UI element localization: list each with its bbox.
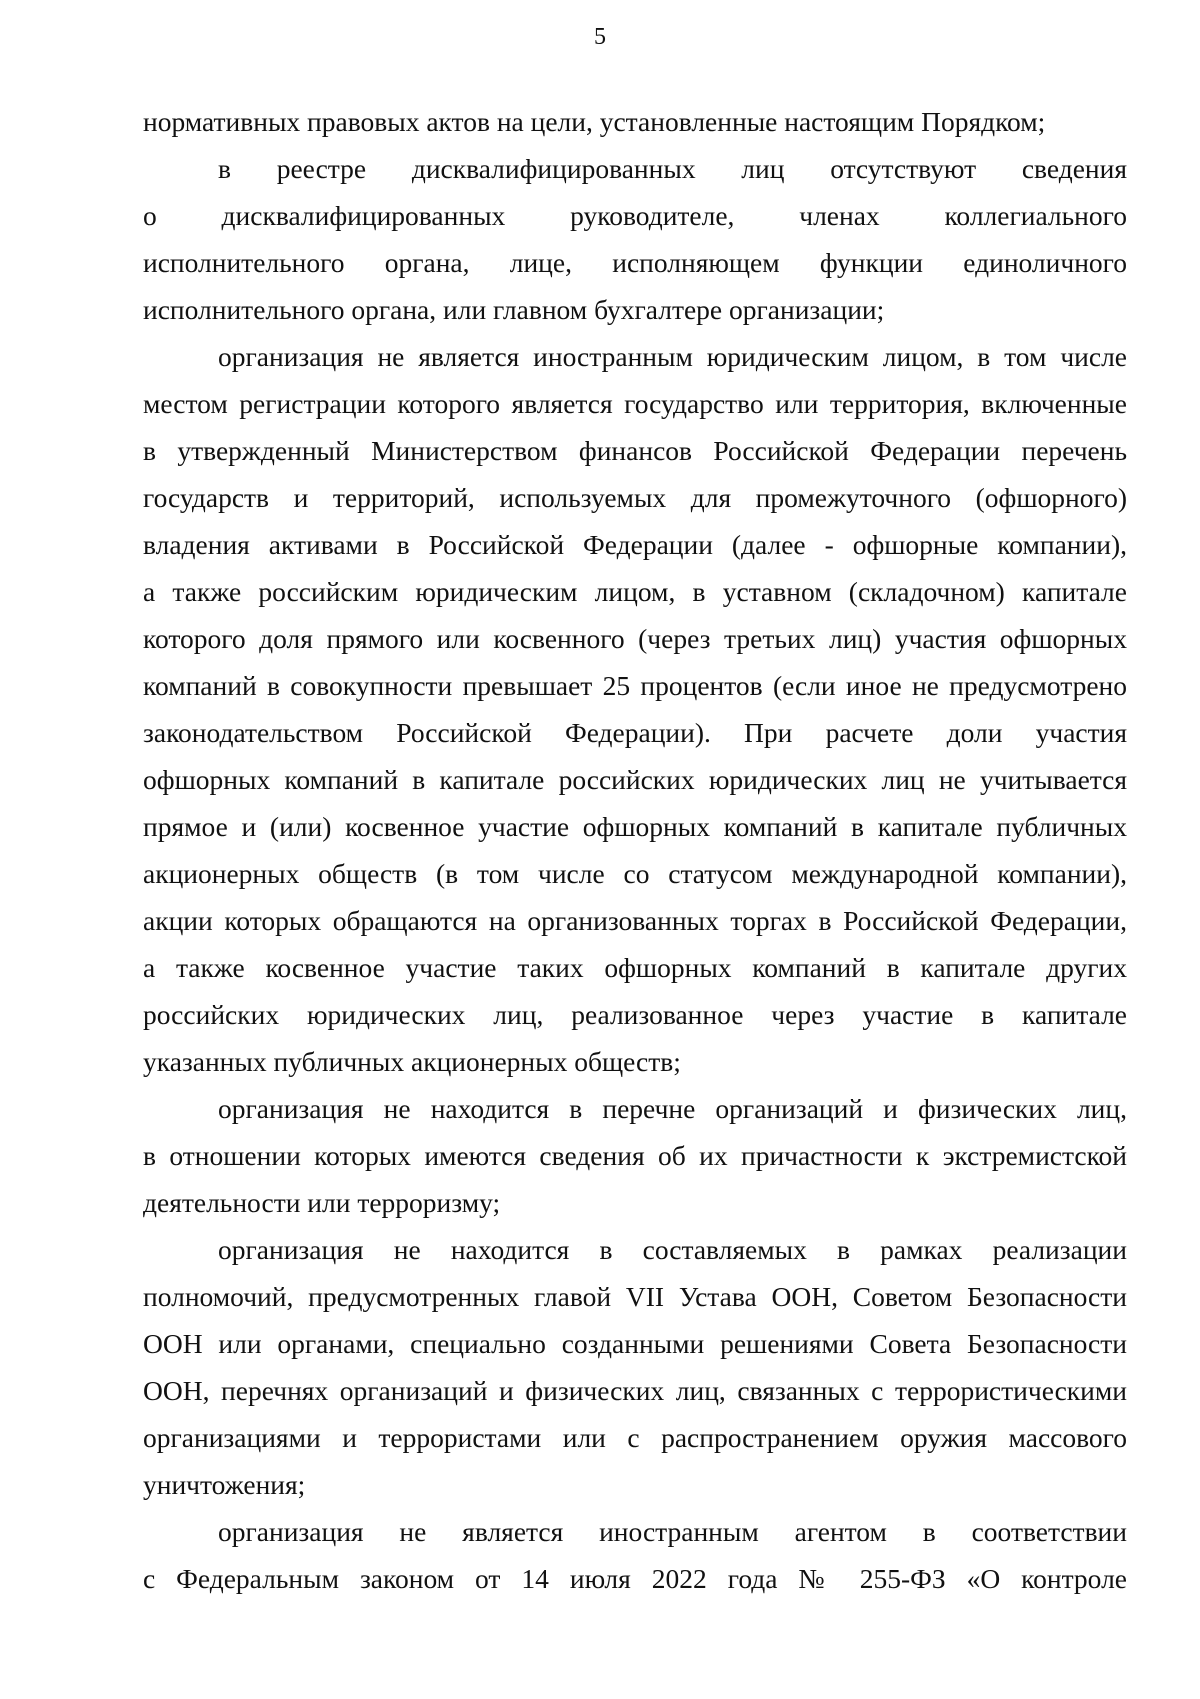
- text-line: офшорных компаний в капитале российских юридических лиц не учитывается: [143, 764, 1127, 795]
- text-line: законодательством Российской Федерации). При расчете доли участия: [143, 717, 1127, 748]
- text-line: нормативных правовых актов на цели, установленные настоящим Порядком;: [143, 106, 1046, 137]
- text-line: организация не является иностранным юридическим лицом, в том числе: [218, 341, 1127, 372]
- text-line: полномочий, предусмотренных главой VII Устава ООН, Советом Безопасности: [143, 1281, 1127, 1312]
- text-line: с Федеральным законом от 14 июля 2022 года № 255-ФЗ «О контроле: [143, 1563, 1127, 1594]
- text-line: владения активами в Российской Федерации (далее - офшорные компании),: [143, 529, 1127, 560]
- text-line: о дисквалифицированных руководителе, членах коллегиального: [143, 200, 1127, 231]
- text-line: которого доля прямого или косвенного (через третьих лиц) участия офшорных: [143, 623, 1127, 654]
- text-line: местом регистрации которого является государство или территория, включенные: [143, 388, 1127, 419]
- text-line: уничтожения;: [143, 1469, 306, 1500]
- text-line: указанных публичных акционерных обществ;: [143, 1046, 681, 1077]
- text-line: исполнительного органа, или главном бухгалтере организации;: [143, 294, 885, 325]
- text-line: организация не находится в составляемых в рамках реализации: [218, 1234, 1127, 1265]
- text-line: в утвержденный Министерством финансов Российской Федерации перечень: [143, 435, 1127, 466]
- text-line: организациями и террористами или с распространением оружия массового: [143, 1422, 1127, 1453]
- text-line: ООН или органами, специально созданными решениями Совета Безопасности: [143, 1328, 1127, 1359]
- text-line: исполнительного органа, лице, исполняющем функции единоличного: [143, 247, 1127, 278]
- text-line: акционерных обществ (в том числе со статусом международной компании),: [143, 858, 1127, 889]
- text-line: ООН, перечнях организаций и физических лиц, связанных с террористическими: [143, 1375, 1127, 1406]
- text-line: а также российским юридическим лицом, в уставном (складочном) капитале: [143, 576, 1127, 607]
- text-line: государств и территорий, используемых для промежуточного (офшорного): [143, 482, 1127, 513]
- text-line: организация не является иностранным агентом в соответствии: [218, 1516, 1127, 1547]
- document-body: [143, 98, 1127, 1602]
- text-line: российских юридических лиц, реализованное через участие в капитале: [143, 999, 1127, 1030]
- text-line: прямое и (или) косвенное участие офшорных компаний в капитале публичных: [143, 811, 1127, 842]
- text-line: организация не находится в перечне организаций и физических лиц,: [218, 1093, 1127, 1124]
- page-number: 5: [594, 24, 606, 50]
- text-line: компаний в совокупности превышает 25 процентов (если иное не предусмотрено: [143, 670, 1127, 701]
- text-line: деятельности или терроризму;: [143, 1187, 501, 1218]
- text-line: а также косвенное участие таких офшорных компаний в капитале других: [143, 952, 1127, 983]
- text-line: в реестре дисквалифицированных лиц отсутствуют сведения: [218, 153, 1127, 184]
- text-line: акции которых обращаются на организованных торгах в Российской Федерации,: [143, 905, 1127, 936]
- text-line: в отношении которых имеются сведения об их причастности к экстремистской: [143, 1140, 1127, 1171]
